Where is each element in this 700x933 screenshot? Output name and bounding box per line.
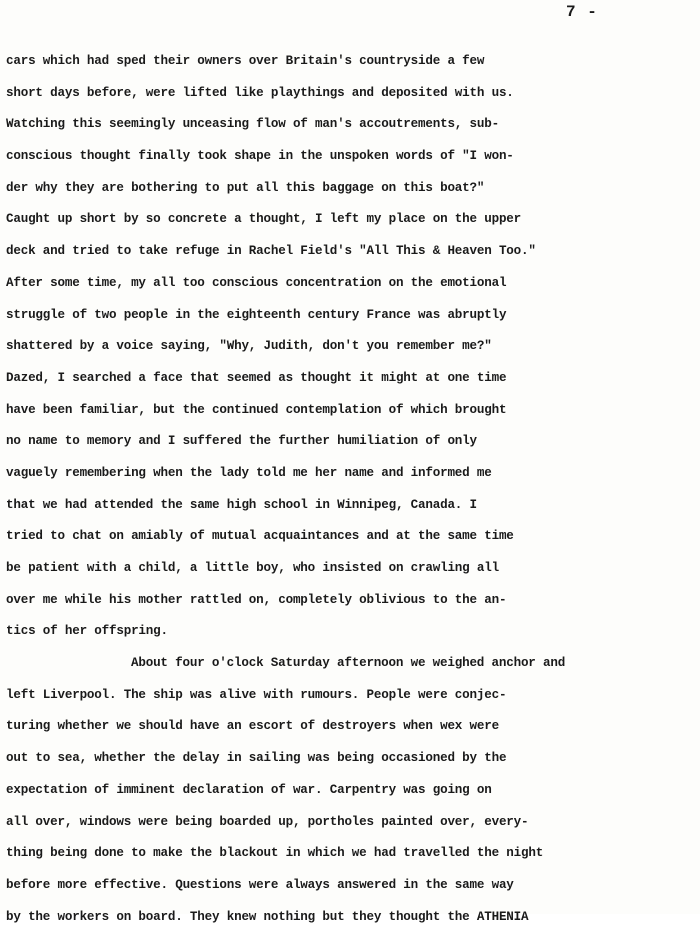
paragraph-start-line: About four o'clock Saturday afternoon we weighed anchor and [131,656,566,671]
text-line: conscious thought finally took shape in the unspoken words of "I won- [6,149,514,164]
text-line: vaguely remembering when the lady told me her name and informed me [6,465,492,480]
text-line: deck and tried to take refuge in Rachel Field's "All This & Heaven Too." [6,244,536,259]
text-line: cars which had sped their owners over Britain's countryside a few [6,54,485,68]
text-line: Dazed, I searched a face that seemed as thought it might at one time [6,370,507,385]
text-line: Watching this seemingly unceasing flow of man's accoutrements, sub- [6,117,499,132]
text-line: Caught up short by so concrete a thought, I left my place on the upper [6,212,522,227]
text-line: thing being done to make the blackout in which we had travelled the night [6,846,544,861]
text-line: expectation of imminent declaration of war. Carpentry was going on [6,782,492,797]
text-line: tics of her offspring. [6,624,168,639]
text-line: have been familiar, but the continued contemplation of which brought [6,402,507,417]
text-line: After some time, my all too conscious concentration on the emotional [6,275,507,290]
text-line: tried to chat on amiably of mutual acquaintances and at the same time [6,529,514,544]
text-line: be patient with a child, a little boy, who insisted on crawling all [6,561,499,575]
text-line: shattered by a voice saying, "Why, Judith, don't you remember me?" [6,339,492,354]
text-line: struggle of two people in the eighteenth century France was abruptly [6,307,507,322]
text-line: short days before, were lifted like playthings and deposited with us. [6,85,514,100]
text-line: over me while his mother rattled on, completely oblivious to the an- [6,592,507,607]
body-text [6,46,700,933]
text-line: that we had attended the same high school in Winnipeg, Canada. I [6,497,477,512]
text-line: before more effective. Questions were always answered in the same way [6,877,514,892]
text-line: by the workers on board. They knew nothing but they thought the ATHENIA [6,909,529,924]
text-line: no name to memory and I suffered the further humiliation of only [6,434,477,449]
text-line: all over, windows were being boarded up, portholes painted over, every- [6,814,529,829]
page-number: 7 - [566,3,598,21]
text-line: left Liverpool. The ship was alive with rumours. People were conjec- [6,687,507,702]
text-line: der why they are bothering to put all this baggage on this boat?" [6,180,485,195]
text-line: out to sea, whether the delay in sailing was being occasioned by the [6,751,507,766]
text-line: turing whether we should have an escort of destroyers when wex were [6,719,499,734]
